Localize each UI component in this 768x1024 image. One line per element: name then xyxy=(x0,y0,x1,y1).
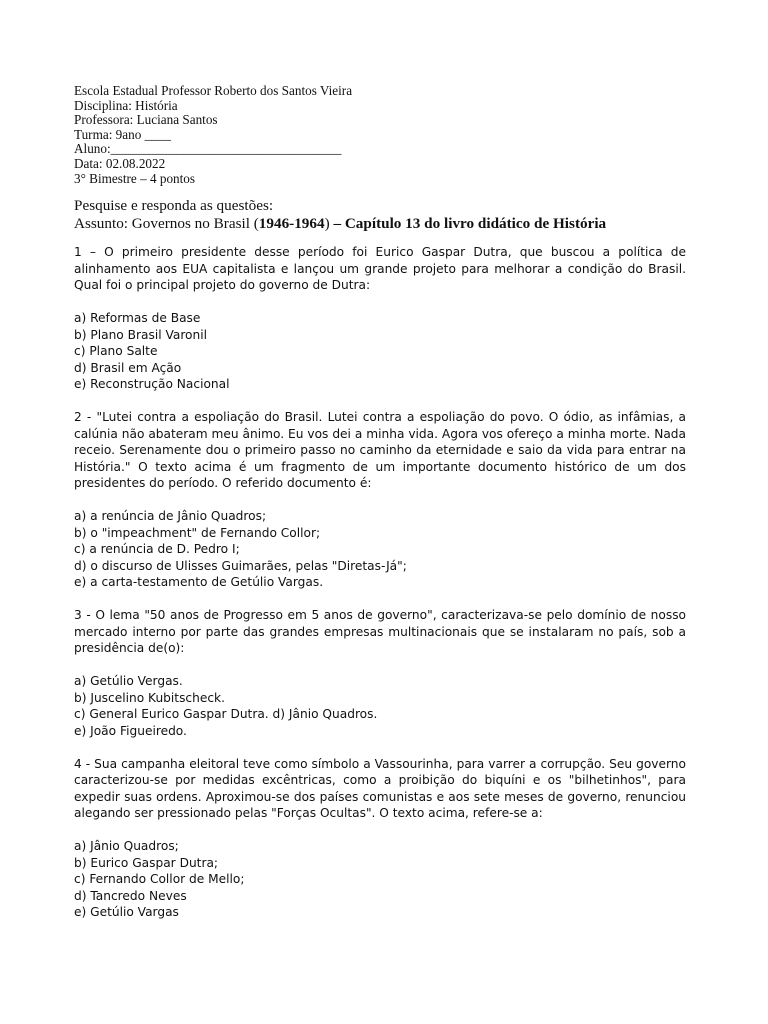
option-a: a) a renúncia de Jânio Quadros; xyxy=(74,509,267,523)
question-2 xyxy=(74,409,686,591)
option-d: d) Tancredo Neves xyxy=(74,888,187,903)
question-text: 4 - Sua campanha eleitoral teve como símbolo a Vassourinha, para varrer a corrupção. Seu governo caracterizou-se por medidas excêntricas, como a proibição do biquíni e os "bilhetinhos", para expedir suas ordens. Aproximou-se dos países comunistas e aos sete meses de governo, renunciou alegando ser pressionado pelas "Forças Ocultas". O texto acima, refere-se a: xyxy=(74,756,686,820)
option-b: b) o "impeachment" de Fernando Collor; xyxy=(74,525,321,540)
option-c-d: c) General Eurico Gaspar Dutra. d) Jânio Quadros. xyxy=(74,707,378,721)
question-text: 1 – O primeiro presidente desse período foi Eurico Gaspar Dutra, que buscou a política de alinhamento aos EUA capitalista e lançou um grande projeto para melhorar a condição do Brasil. Qual foi o principal projeto do governo de Dutra: xyxy=(74,245,686,292)
date-line: Data: 02.08.2022 xyxy=(74,155,166,171)
option-c: c) Fernando Collor de Mello; xyxy=(74,872,245,886)
option-d: d) o discurso de Ulisses Guimarães, pelas "Diretas-Já"; xyxy=(74,558,407,573)
option-c: c) Plano Salte xyxy=(74,344,158,358)
term-line: 3° Bimestre – 4 pontos xyxy=(74,170,196,186)
subject-years: 1946-1964 xyxy=(258,214,325,232)
question-text: 3 - O lema "50 anos de Progresso em 5 anos de governo", caracterizava-se pelo domínio de nosso mercado interno por parte das grandes empresas multinacionais que se instalaram no país, sob a presidência de(o): xyxy=(74,608,686,655)
teacher-line: Professora: Luciana Santos xyxy=(74,112,218,128)
subject-prefix: Assunto: Governos no Brasil ( xyxy=(74,214,259,232)
question-1 xyxy=(74,244,686,393)
question-text: 2 - "Lutei contra a espoliação do Brasil. Lutei contra a espoliação do povo. O ódio, as infâmias, a calúnia não abateram meu ânimo. Eu vos dei a minha vida. Agora vos ofereço a minha morte. Nada receio. Serenamente dou o primeiro passo no caminho da eternidade e saio da vida para entrar na História." O texto acima é um fragmento de um importante documento histórico de um dos presidentes do período. O referido documento é: xyxy=(74,410,686,490)
task-section xyxy=(74,197,694,232)
question-4 xyxy=(74,756,686,921)
instruction: Pesquise e responda as questões: xyxy=(74,197,274,214)
subject-line: Disciplina: História xyxy=(74,97,178,113)
options-list xyxy=(74,838,686,921)
options-list xyxy=(74,508,686,591)
options-list xyxy=(74,310,686,393)
option-b: b) Plano Brasil Varonil xyxy=(74,327,208,342)
questions-list xyxy=(74,244,686,937)
option-a: a) Jânio Quadros; xyxy=(74,839,179,853)
option-b: b) Eurico Gaspar Dutra; xyxy=(74,855,219,870)
exam-header xyxy=(74,84,694,186)
option-d: d) Brasil em Ação xyxy=(74,360,182,375)
option-c: c) a renúncia de D. Pedro I; xyxy=(74,542,240,556)
option-a: a) Getúlio Vergas. xyxy=(74,674,183,688)
school-name: Escola Estadual Professor Roberto dos Santos Vieira xyxy=(74,83,353,98)
subject-close: ) xyxy=(324,214,330,232)
class-line: Turma: 9ano ____ xyxy=(74,126,171,142)
option-e: e) Reconstrução Nacional xyxy=(74,377,230,391)
student-line: Aluno:___________________________________ xyxy=(74,141,342,157)
option-e: e) Getúlio Vargas xyxy=(74,905,179,919)
option-a: a) Reformas de Base xyxy=(74,311,201,325)
subject-chapter: – Capítulo 13 do livro didático de História xyxy=(329,214,607,232)
option-e: e) a carta-testamento de Getúlio Vargas. xyxy=(74,575,324,589)
options-list xyxy=(74,673,686,739)
option-e: e) João Figueiredo. xyxy=(74,723,187,738)
question-3 xyxy=(74,607,686,739)
subject-heading xyxy=(74,215,694,233)
option-b: b) Juscelino Kubitscheck. xyxy=(74,690,225,705)
